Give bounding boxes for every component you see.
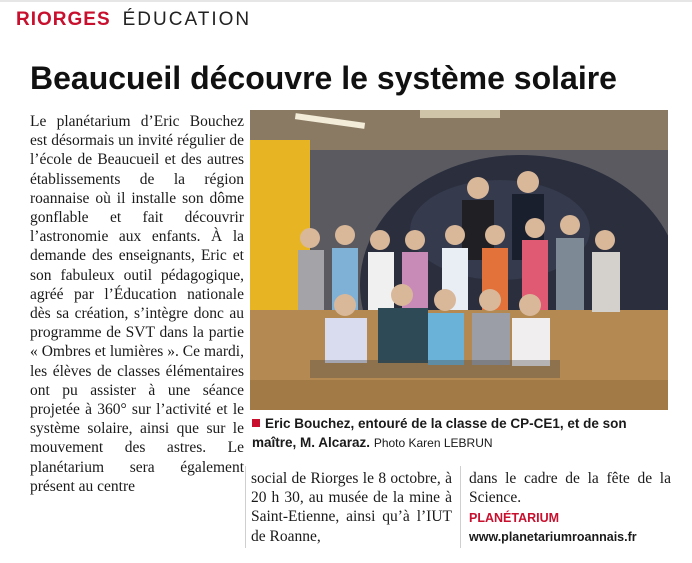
column-separator bbox=[245, 466, 246, 548]
article-column-middle bbox=[251, 469, 452, 546]
article-body-left: Le planétarium d’Eric Bouchez est désormais un invité régulier de l’école de Beaucueil et des autres établissements de la région roannaise où il installe son dôme gonflable et fait découvrir l’astronomie aux enfants. À la demande des enseignants, Eric et son fabuleux outil pédagogique, agréé par l’Éducation nationale dès sa création, s’intègre donc au programme de SVT dans la partie « Ombres et lumières ». Ce mardi, les élèves de classes élémentaires ont pu assister à une séance projetée à 360° sur l’activité et le système solaire, ainsi que sur le mouvement des astres. Le planétarium sera également présent au centre bbox=[30, 113, 244, 495]
section-header bbox=[16, 9, 251, 35]
article-column-right bbox=[469, 469, 671, 547]
website-label: PLANÉTARIUM bbox=[469, 511, 560, 526]
photo-caption bbox=[252, 414, 672, 453]
column-separator bbox=[460, 466, 461, 548]
class-photo-illustration bbox=[250, 110, 668, 410]
caption-square-icon bbox=[252, 419, 260, 427]
article-headline: Beaucueil découvre le système solaire bbox=[30, 60, 617, 96]
section-name: RIORGES bbox=[16, 9, 111, 30]
article-body-middle: social de Riorges le 8 octobre, à 20 h 30, au musée de la mine à Saint-Etienne, ainsi qu’à l’IUT de Roanne, bbox=[251, 470, 452, 545]
website-reference bbox=[469, 509, 671, 547]
rubric-name: ÉDUCATION bbox=[122, 9, 252, 30]
website-url[interactable]: www.planetariumroannais.fr bbox=[469, 530, 637, 545]
caption-text: Eric Bouchez, entouré de la classe de CP-CE1, et de son maître, M. Alcaraz. bbox=[252, 416, 627, 450]
article-photo bbox=[250, 110, 668, 410]
photo-credit: Photo Karen LEBRUN bbox=[373, 436, 493, 450]
article-body-right: dans le cadre de la fête de la Science. bbox=[469, 470, 671, 507]
top-rule bbox=[0, 0, 692, 2]
article-column-left bbox=[30, 112, 244, 496]
